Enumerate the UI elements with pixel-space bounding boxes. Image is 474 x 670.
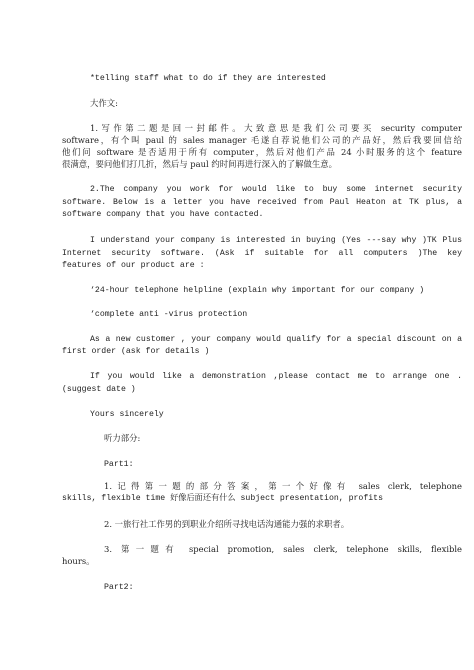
paragraph-line: 他们问 software 是否适用于所有 computer，然后对他们产品 24 小时服务的这个 feature [62, 147, 462, 157]
paragraph-line: 2.The company you work for would like to buy some internet security [90, 185, 462, 194]
bullet-telling-staff: *telling staff what to do if they are interested [90, 74, 326, 83]
paragraph-line: 很满意，要问他们打几折，然后与 paul 约时间再进行深入的了解做生意。 [62, 159, 337, 169]
bullet-antivirus: ‘complete anti -virus protection [90, 310, 248, 319]
paragraph-line: 3. 第一题有 special promotion, sales clerk, telephone skills, flexible [104, 544, 462, 554]
paragraph-line: skills, flexible time 好像后面还有什么 subject presentation, profits [62, 494, 383, 503]
paragraph-line: software company that you have contacted. [62, 210, 264, 219]
paragraph-line: As a new customer , your company would qualify for a special discount on a [90, 335, 462, 344]
section-heading-essay: 大作文: [90, 98, 118, 108]
paragraph-line: software，有个叫 paul 的 sales manager 毛遂自荐说他们公司的产品好，然后我要回信给 [62, 135, 462, 145]
paragraph-line: I understand your company is interested in buying (Yes ---say why )TK Plus [90, 236, 462, 245]
paragraph-line: (suggest date ) [62, 385, 136, 394]
paragraph-line: Internet security software. (Ask if suitable for all computers )The key [62, 249, 462, 258]
paragraph-line: If you would like a demonstration ,please contact me to arrange one . [90, 372, 462, 381]
part-heading: Part2: [104, 583, 134, 592]
paragraph-line: features of our product are : [62, 261, 205, 270]
paragraph-line: 1.写作第二题是回一封邮件。大致意思是我们公司要买 security computer [90, 123, 462, 133]
part-heading: Part1: [104, 460, 134, 469]
bullet-helpline: ‘24-hour telephone helpline (explain why important for our company ) [90, 286, 425, 295]
paragraph-line: first order (ask for details ) [62, 347, 210, 356]
paragraph-line: software. Below is a letter you have received from Paul Heaton at TK plus, a [62, 198, 462, 207]
paragraph-line: 1.记得第一题的部分答案，第一个好像有 sales clerk, telephone [104, 481, 462, 491]
letter-closing: Yours sincerely [90, 410, 164, 419]
section-heading-listening: 听力部分: [104, 433, 141, 443]
paragraph-line: hours。 [62, 556, 95, 566]
paragraph-line: 2. 一旅行社工作男的到职业介绍所寻找电话沟通能力强的求职者。 [104, 519, 350, 529]
